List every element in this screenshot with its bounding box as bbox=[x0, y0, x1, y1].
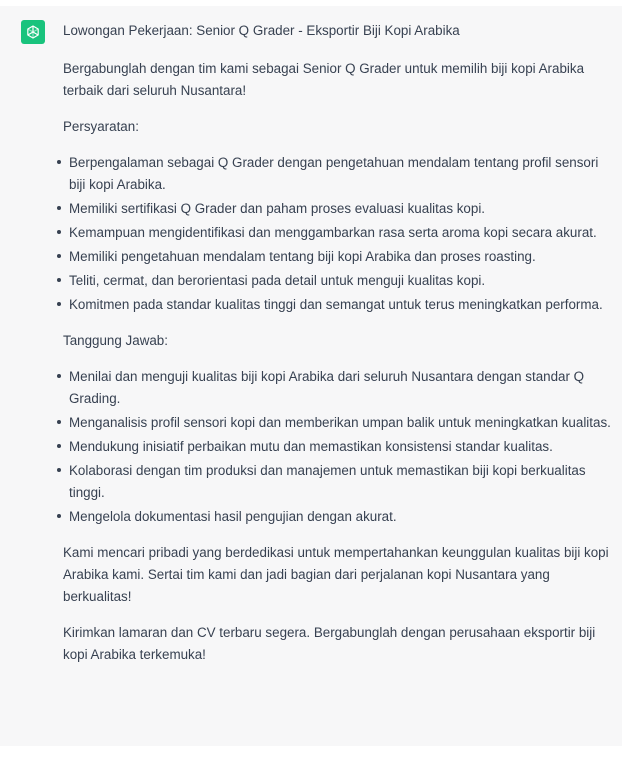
closing-paragraph: Kami mencari pribadi yang berdedikasi untuk mempertahankan keunggulan kualitas biji kopi Arabika kami. Sertai tim kami dan jadi bagian dari perjalanan kopi Nusantara yang berkualitas! bbox=[63, 545, 609, 604]
assistant-message bbox=[0, 6, 622, 746]
list-item: Kolaborasi dengan tim produksi dan manajemen untuk memastikan biji kopi berkualitas tinggi. bbox=[63, 460, 613, 504]
responsibilities-heading: Tanggung Jawab: bbox=[63, 333, 168, 348]
requirements-heading: Persyaratan: bbox=[63, 119, 139, 134]
list-item: Menilai dan menguji kualitas biji kopi Arabika dari seluruh Nusantara dengan standar Q Grading. bbox=[63, 366, 613, 410]
list-item: Memiliki sertifikasi Q Grader dan paham proses evaluasi kualitas kopi. bbox=[63, 198, 613, 220]
list-item: Komitmen pada standar kualitas tinggi dan semangat untuk terus meningkatkan performa. bbox=[63, 294, 613, 316]
call-to-action-paragraph: Kirimkan lamaran dan CV terbaru segera. Bergabunglah dengan perusahaan eksportir biji kopi Arabika terkemuka! bbox=[63, 625, 596, 662]
requirements-list bbox=[63, 152, 613, 316]
list-item: Memiliki pengetahuan mendalam tentang biji kopi Arabika dan proses roasting. bbox=[63, 246, 613, 268]
assistant-avatar bbox=[21, 20, 45, 44]
openai-logo-icon bbox=[24, 23, 42, 41]
list-item: Berpengalaman sebagai Q Grader dengan pengetahuan mendalam tentang profil sensori biji kopi Arabika. bbox=[63, 152, 613, 196]
list-item: Teliti, cermat, dan berorientasi pada detail untuk menguji kualitas kopi. bbox=[63, 270, 613, 292]
responsibilities-list bbox=[63, 366, 613, 528]
intro-paragraph: Bergabunglah dengan tim kami sebagai Senior Q Grader untuk memilih biji kopi Arabika terbaik dari seluruh Nusantara! bbox=[63, 61, 585, 98]
list-item: Kemampuan mengidentifikasi dan menggambarkan rasa serta aroma kopi secara akurat. bbox=[63, 222, 613, 244]
list-item: Menganalisis profil sensori kopi dan memberikan umpan balik untuk meningkatkan kualitas. bbox=[63, 412, 613, 434]
list-item: Mengelola dokumentasi hasil pengujian dengan akurat. bbox=[63, 506, 613, 528]
message-content bbox=[63, 20, 613, 666]
job-title: Lowongan Pekerjaan: Senior Q Grader - Eksportir Biji Kopi Arabika bbox=[63, 23, 460, 38]
list-item: Mendukung inisiatif perbaikan mutu dan memastikan konsistensi standar kualitas. bbox=[63, 436, 613, 458]
